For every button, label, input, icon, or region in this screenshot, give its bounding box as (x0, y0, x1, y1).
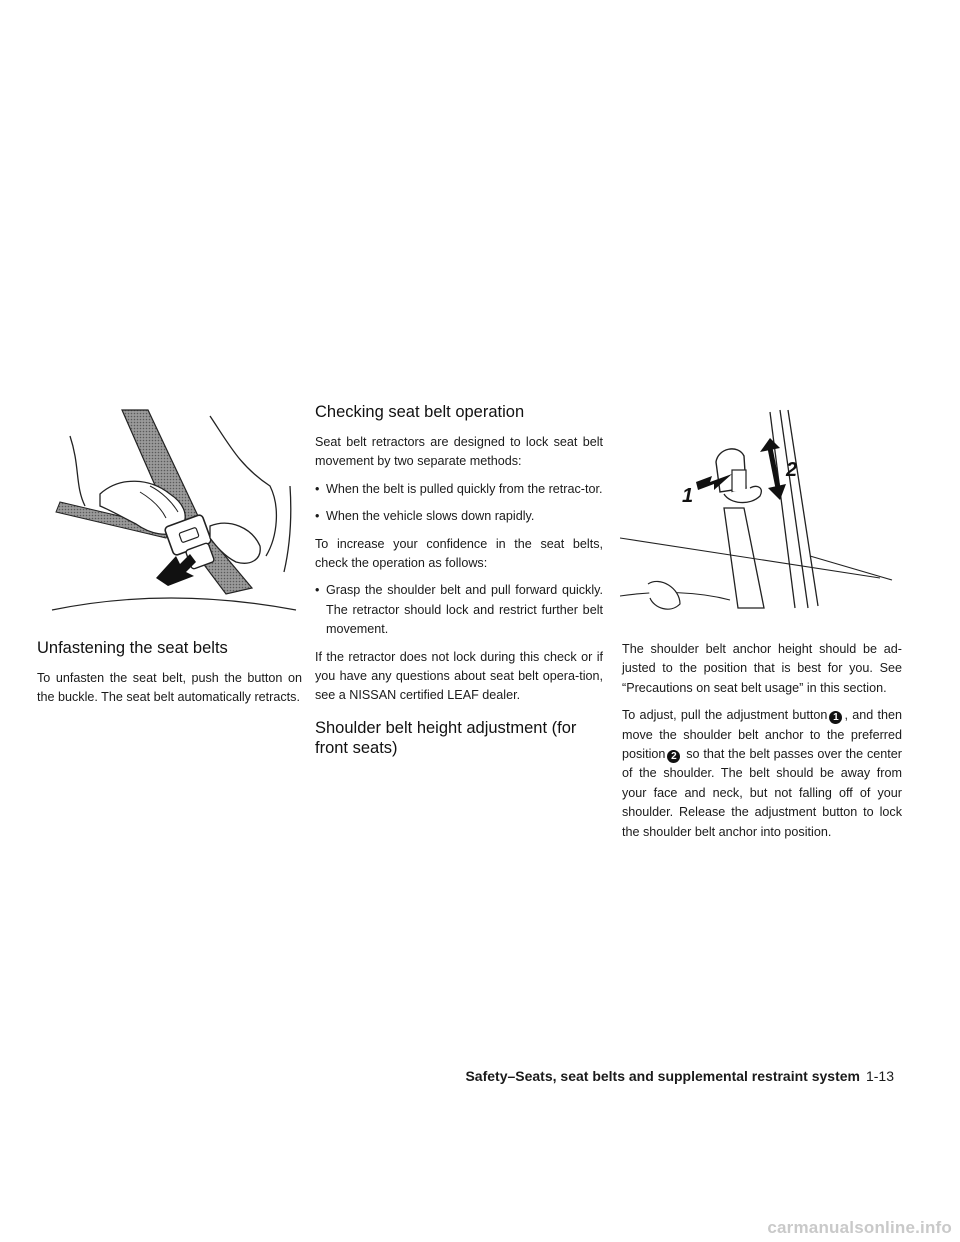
marker-2-icon: 2 (667, 750, 680, 763)
page-footer (465, 1068, 894, 1084)
column-1 (37, 638, 302, 716)
watermark: carmanualsonline.info (767, 1218, 952, 1237)
bullet-text: Grasp the shoulder belt and pull forward quickly. The retractor should lock and restrict further belt movement. (326, 583, 603, 637)
bullet-text: When the vehicle slows down rapidly. (326, 509, 535, 524)
anchor-height-paragraph: The shoulder belt anchor height should be ad-justed to the position that is best for you. See “Precautions on seat belt usage” in this section. (622, 642, 902, 695)
bullet-item: • When the belt is pulled quickly from the retrac-tor. (315, 480, 603, 499)
bullet-item: • Grasp the shoulder belt and pull forward quickly. The retractor should lock and restrict further belt movement. (315, 581, 603, 639)
callout-2: 2 (786, 459, 798, 481)
unfasten-belt-illustration (40, 406, 300, 616)
adjust-paragraph: To adjust, pull the adjustment button 1 , and then move the shoulder belt anchor to the preferred position 2 so that the belt passes over the center of the shoulder. The belt should be away from your face and neck, but not falling off of your shoulder. Release the adjustment button to lock the shoulder belt anchor into position. (622, 708, 902, 839)
unfasten-paragraph: To unfasten the seat belt, push the button on the buckle. The seat belt automatically retracts. (37, 671, 302, 705)
callout-1: 1 (682, 485, 694, 507)
heading-unfastening: Unfastening the seat belts (37, 639, 228, 657)
column-2 (315, 402, 603, 769)
section-title: Safety–Seats, seat belts and supplemental restraint system (465, 1068, 860, 1084)
shoulder-belt-adjust-illustration (620, 408, 900, 618)
page-number: 1-13 (865, 1068, 894, 1084)
check-paragraph: To increase your confidence in the seat belts, check the operation as follows: (315, 536, 603, 571)
bullet-text: When the belt is pulled quickly from the retrac-tor. (326, 481, 603, 496)
heading-checking-operation: Checking seat belt operation (315, 403, 525, 421)
bullet-item: • When the vehicle slows down rapidly. (315, 507, 603, 526)
intro-paragraph: Seat belt retractors are designed to lock seat belt movement by two separate methods: (315, 435, 603, 469)
marker-1-icon: 1 (829, 711, 842, 724)
heading-shoulder-belt: Shoulder belt height adjustment (for front seats) (315, 718, 577, 757)
dealer-paragraph: If the retractor does not lock during this check or if you have any questions about seat belt opera-tion, see a NISSAN certified LEAF dealer. (315, 649, 603, 703)
column-3 (622, 640, 902, 850)
